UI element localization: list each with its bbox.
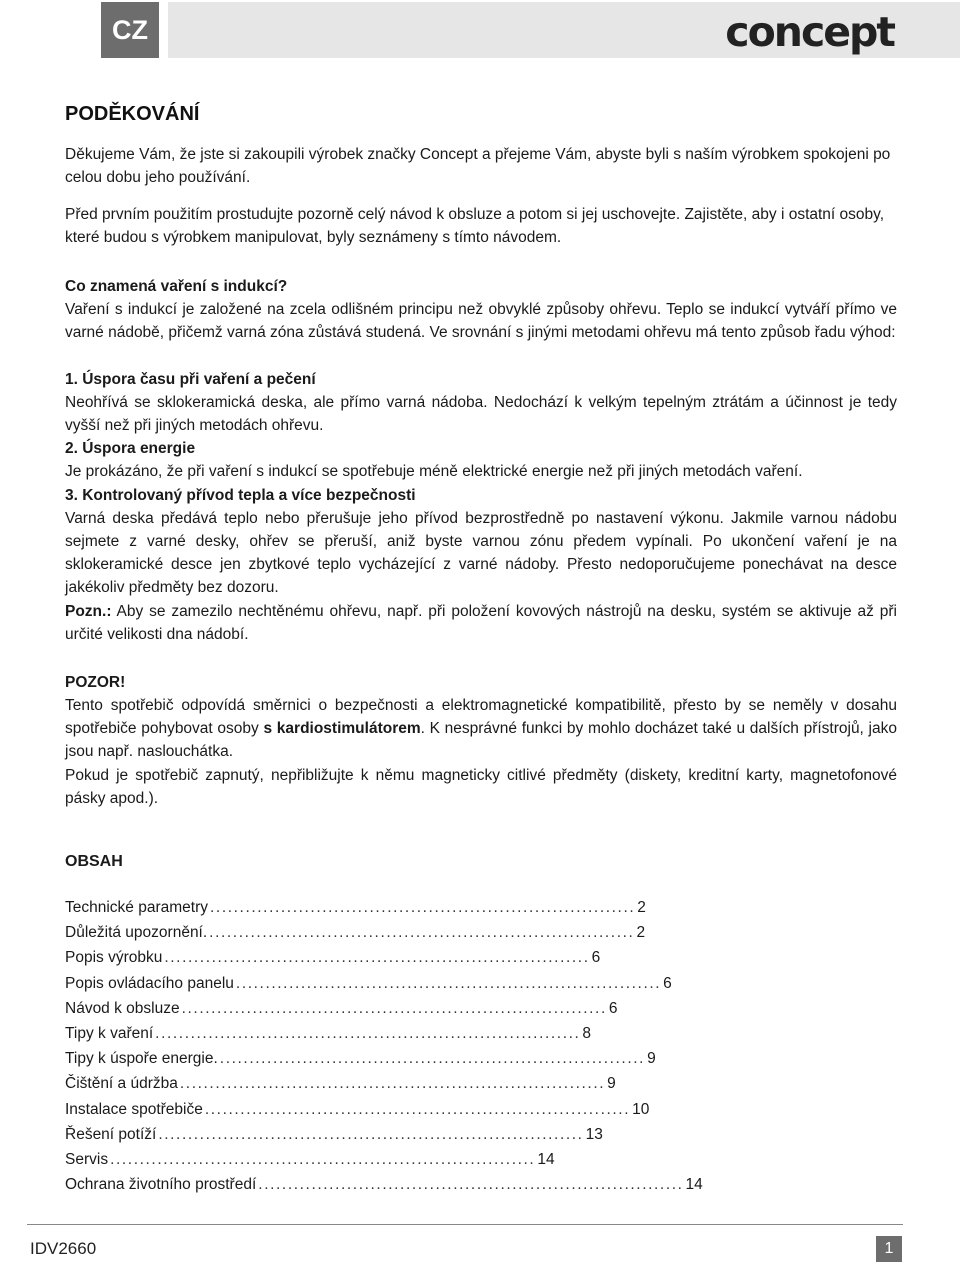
toc-item[interactable] bbox=[65, 1100, 650, 1126]
toc-item[interactable] bbox=[65, 999, 618, 1025]
toc-item-label: Tipy k vaření bbox=[65, 1024, 154, 1042]
advantage-2-text: Je prokázáno, že při vaření s indukcí se spotřebuje méně elektrické energie než při jiných metodách vaření. bbox=[65, 463, 803, 480]
language-badge: CZ bbox=[101, 2, 159, 58]
toc-item[interactable] bbox=[65, 1150, 555, 1176]
toc-item-label: Řešení potíží bbox=[65, 1125, 157, 1143]
toc-item-label: Ochrana životního prostředí bbox=[65, 1176, 257, 1194]
toc-item[interactable] bbox=[65, 1176, 703, 1201]
toc-item-page: 9 bbox=[607, 1075, 616, 1093]
toc-item-label: Instalace spotřebiče bbox=[65, 1100, 203, 1118]
toc-leader: ........................................................................ bbox=[181, 999, 607, 1017]
toc-item-page: 6 bbox=[591, 949, 601, 967]
toc-leader: ........................................................................ bbox=[235, 974, 662, 992]
toc-item[interactable] bbox=[65, 924, 646, 949]
toc-item-page: 13 bbox=[585, 1125, 603, 1143]
toc-item[interactable] bbox=[65, 1024, 592, 1050]
warning-text-before: Tento spotřebič odpovídá směrnici o bezpečnosti a elektromagnetické kompatibilitě, přesto by se neměly v dosahu spotřebiče pohybovat osoby bbox=[65, 697, 897, 737]
footer-divider bbox=[27, 1224, 903, 1225]
toc-item[interactable] bbox=[65, 1075, 616, 1100]
toc-item[interactable] bbox=[65, 1125, 603, 1151]
warning-title: POZOR! bbox=[65, 674, 126, 691]
toc-item-label: Servis bbox=[65, 1150, 109, 1168]
toc-item-page: 2 bbox=[636, 924, 646, 942]
toc-item-page: 14 bbox=[685, 1176, 703, 1194]
toc-item-page: 14 bbox=[537, 1150, 555, 1168]
toc-item-label: Čištění a údržba bbox=[65, 1075, 178, 1093]
advantage-3-title: 3. Kontrolovaný přívod tepla a více bezpečnosti bbox=[65, 487, 416, 504]
toc-leader: ........................................................................ bbox=[219, 1050, 646, 1068]
advantage-1-title: 1. Úspora času při vaření a pečení bbox=[65, 371, 316, 388]
note-text: Aby se zamezilo nechtěnému ohřevu, např. při položení kovových nástrojů na desku, systém se aktivuje až při určité velikosti dna nádobí. bbox=[65, 603, 897, 643]
toc-item[interactable] bbox=[65, 949, 601, 974]
toc-item-label: Technické parametry bbox=[65, 899, 209, 916]
toc-leader: ........................................................................ bbox=[158, 1125, 584, 1143]
toc-item-label: Důležitá upozornění. bbox=[65, 924, 208, 942]
induction-paragraph: Vaření s indukcí je založené na zcela odlišném principu než obvyklé způsoby ohřevu. Teplo se indukcí vytváří přímo ve varné nádobě, přičemž varná zóna zůstává studená. Ve srovnání s jinými metodami ohřevu má tento způsob řadu výhod: bbox=[65, 301, 897, 341]
warning-paragraph bbox=[65, 694, 897, 763]
model-number: IDV2660 bbox=[30, 1239, 97, 1258]
toc-item-label: Popis ovládacího panelu bbox=[65, 974, 234, 992]
toc-leader: ........................................................................ bbox=[110, 1150, 536, 1168]
advantage-2-title: 2. Úspora energie bbox=[65, 440, 196, 457]
page-number-badge: 1 bbox=[876, 1236, 902, 1262]
toc-item-page: 8 bbox=[582, 1024, 592, 1042]
toc-item[interactable] bbox=[65, 899, 646, 924]
toc-leader: ........................................................................ bbox=[155, 1024, 581, 1042]
advantage-1-text: Neohřívá se sklokeramická deska, ale přímo varná nádoba. Nedochází k velkým tepelným ztrátám a účinnost je tedy vyšší než při jiných metodách ohřevu. bbox=[65, 394, 897, 434]
toc-item-page: 9 bbox=[647, 1050, 656, 1068]
toc-item[interactable] bbox=[65, 1050, 656, 1075]
thanks-paragraph: Děkujeme Vám, že jste si zakoupili výrobek značky Concept a přejeme Vám, abyste byli s naším výrobkem spokojeni po celou dobu jeho používání. bbox=[65, 146, 891, 186]
toc-item[interactable] bbox=[65, 974, 672, 1000]
toc-leader: ........................................................................ bbox=[258, 1176, 684, 1194]
warning-text-after: . K nesprávné funkci by mohlo docházet také u dalších přístrojů, jako jsou např. naslouchátka. bbox=[65, 720, 897, 760]
toc-item-label: Návod k obsluze bbox=[65, 999, 180, 1017]
toc-item-label: Popis výrobku bbox=[65, 949, 163, 967]
toc-leader: ........................................................................ bbox=[204, 1100, 631, 1118]
table-of-contents bbox=[65, 899, 703, 1201]
toc-item-page: 10 bbox=[632, 1100, 650, 1118]
note-paragraph bbox=[65, 600, 897, 646]
toc-item-page: 6 bbox=[608, 999, 618, 1017]
read-manual-paragraph: Před prvním použitím prostudujte pozorně celý návod k obsluze a potom si jej uschovejte. Zajistěte, aby i ostatní osoby, které budou s výrobkem manipulovat, byly seznámeny s tímto návodem. bbox=[65, 206, 885, 246]
warning-text-bold: s kardiostimulátorem bbox=[263, 720, 421, 737]
note-label: Pozn.: bbox=[65, 603, 112, 620]
toc-item-page: 6 bbox=[663, 974, 672, 992]
toc-leader: ........................................................................ bbox=[209, 924, 635, 942]
toc-leader: ........................................................................ bbox=[210, 899, 636, 916]
toc-leader: ........................................................................ bbox=[179, 1075, 606, 1093]
toc-leader: ........................................................................ bbox=[164, 949, 590, 967]
page-title: PODĚKOVÁNÍ bbox=[65, 103, 200, 125]
header-bar bbox=[168, 2, 960, 58]
toc-title: OBSAH bbox=[65, 853, 123, 870]
brand-logo: concept bbox=[725, 8, 894, 56]
advantage-3-text: Varná deska předává teplo nebo přerušuje jeho přívod bezprostředně po nastavení výkonu. Jakmile varnou nádobu sejmete z varné desky, ohřev se přeruší, aniž byste varnou zónu předem vypínali. Po ukončení vaření je na sklokeramické desce jen zbytkové teplo vycházející z varné nádoby. Přesto nedoporučujeme ponechávat na desce jakékoliv předměty bez dozoru. bbox=[65, 510, 897, 596]
induction-heading: Co znamená vaření s indukcí? bbox=[65, 278, 288, 295]
toc-item-page: 2 bbox=[637, 899, 646, 916]
toc-item-label: Tipy k úspoře energie. bbox=[65, 1050, 218, 1068]
warning-paragraph-2: Pokud je spotřebič zapnutý, nepřibližujte k němu magneticky citlivé předměty (diskety, kreditní karty, magnetofonové pásky apod.). bbox=[65, 767, 897, 807]
